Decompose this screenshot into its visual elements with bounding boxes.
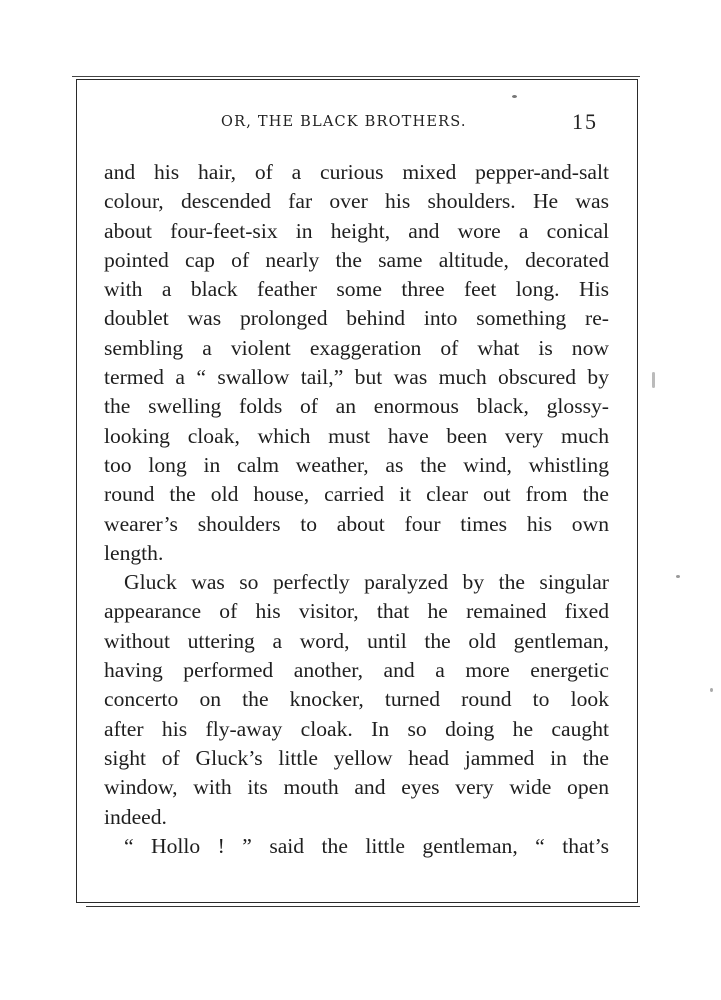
text-line: looking cloak, which must have been very much [104,423,609,448]
text-line: pointed cap of nearly the same altitude, decorated [104,247,609,272]
text-line: with a black feather some three feet long. His [104,277,609,302]
text-line: the swelling folds of an enormous black, glossy- [104,394,609,419]
print-speck [676,575,680,578]
text-line: without uttering a word, until the old gentleman, [104,628,609,653]
text-line: “ Hollo ! ” said the little gentleman, “ that’s [124,833,609,858]
running-header [76,109,638,136]
text-line: indeed. [104,804,167,829]
paragraph [104,832,609,861]
body-text [104,158,609,861]
text-line: having performed another, and a more energetic [104,658,609,683]
text-line: sembling a violent exaggeration of what is now [104,335,609,360]
text-line: about four-feet-six in height, and wore a conical [104,218,609,243]
text-line: round the old house, carried it clear out from the [104,482,609,507]
print-speck [710,688,713,692]
frame-top-rule [72,76,640,77]
text-line: colour, descended far over his shoulders. He was [104,189,609,214]
paragraph [104,158,609,568]
text-line: termed a “ swallow tail,” but was much obscured by [104,365,609,390]
print-speck [512,95,517,98]
frame-bottom-rule [86,906,640,907]
print-speck [652,372,655,388]
text-line: and his hair, of a curious mixed pepper-and-salt [104,160,609,184]
running-title: OR, THE BLACK BROTHERS. [221,114,467,130]
text-line: concerto on the knocker, turned round to look [104,687,609,712]
text-line: sight of Gluck’s little yellow head jammed in the [104,745,609,770]
text-line: after his fly-away cloak. In so doing he caught [104,716,609,741]
text-line: wearer’s shoulders to about four times his own [104,511,609,536]
text-line: doublet was prolonged behind into something re- [104,306,609,331]
paragraph [104,568,609,832]
page-number: 15 [572,109,598,134]
text-line: window, with its mouth and eyes very wide open [104,775,609,800]
text-line: Gluck was so perfectly paralyzed by the singular [124,570,609,595]
text-line: too long in calm weather, as the wind, whistling [104,452,609,477]
text-line: appearance of his visitor, that he remained fixed [104,599,609,624]
text-line: length. [104,540,164,565]
